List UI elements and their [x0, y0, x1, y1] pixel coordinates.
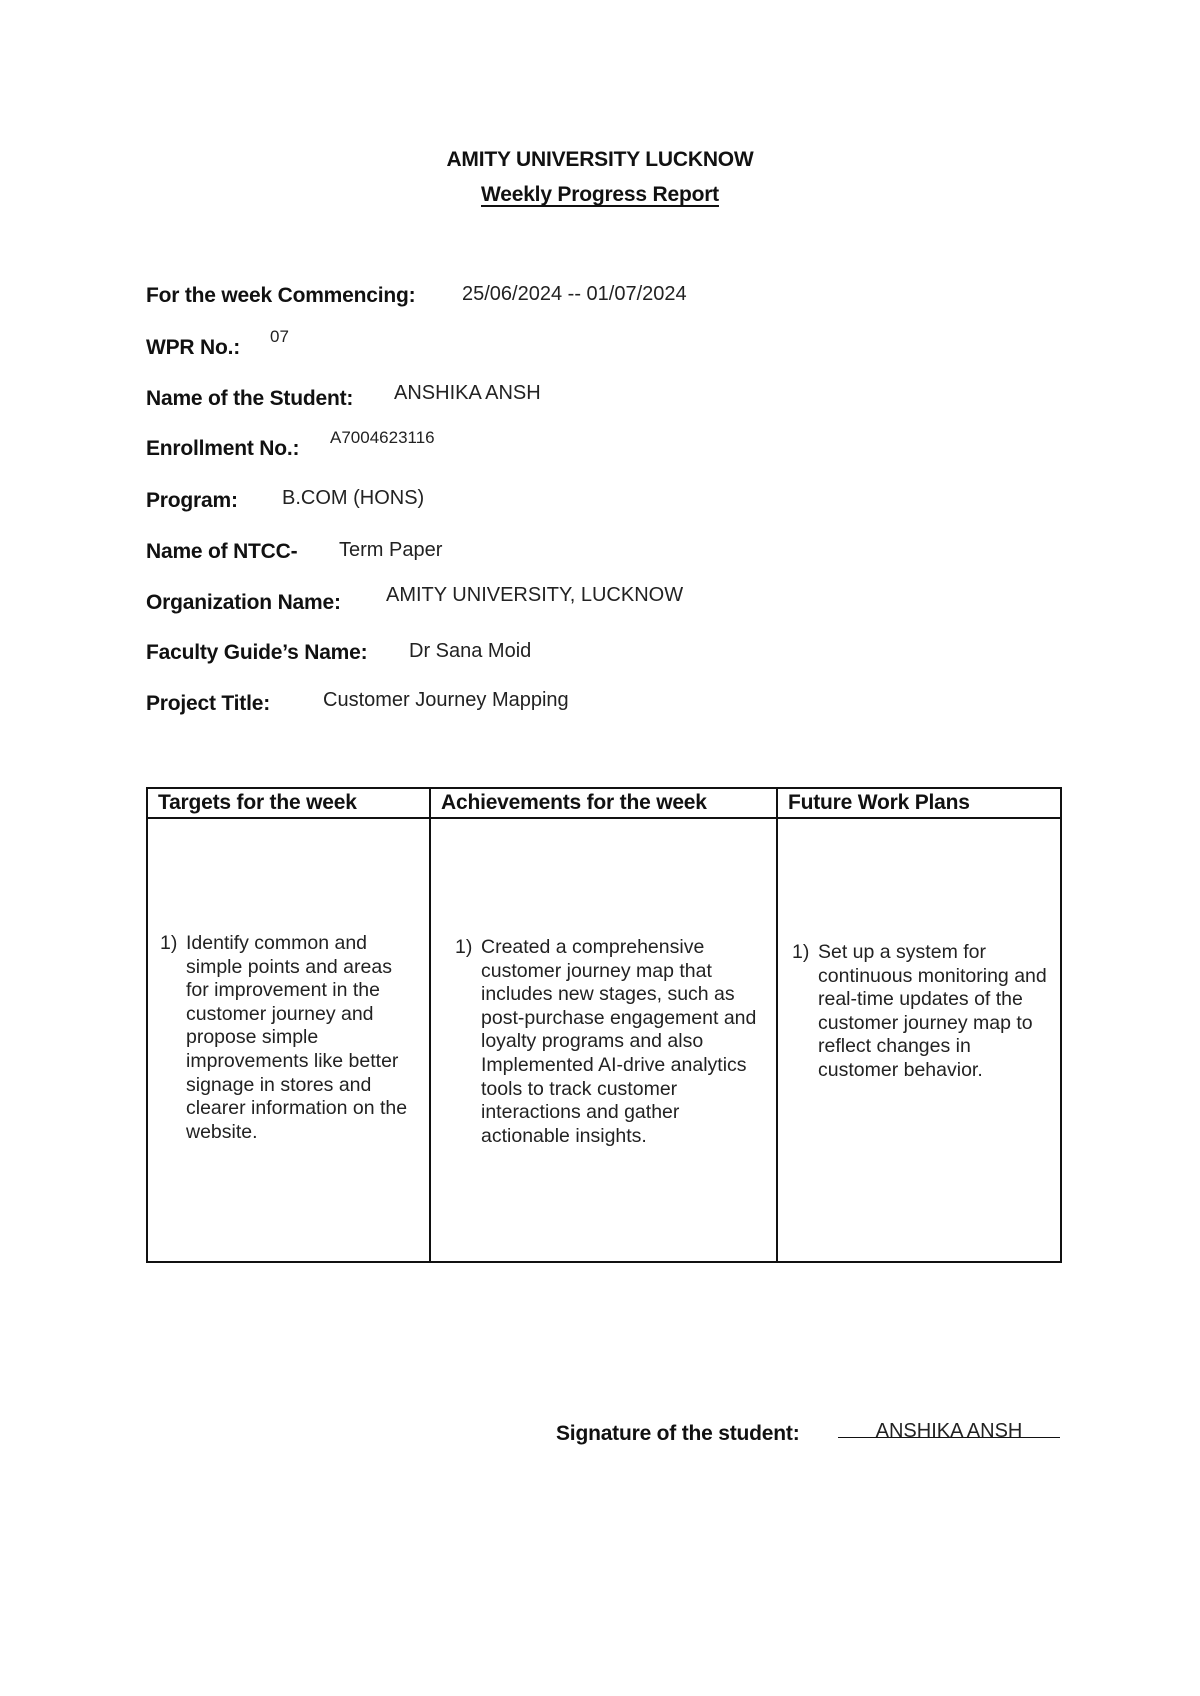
future-plans-item	[792, 941, 1052, 1083]
student-name-value: ANSHIKA ANSH	[394, 382, 541, 404]
targets-item-text: Identify common and simple points and areas for improvement in the customer journey and propose simple improvements like better signage in stores and clearer information on the website.	[186, 932, 408, 1143]
week-label: For the week Commencing:	[146, 284, 416, 307]
future-plans-item-number: 1)	[792, 941, 810, 963]
targets-item	[160, 932, 417, 1144]
ntcc-value: Term Paper	[339, 539, 443, 561]
future-plans-cell	[777, 818, 1061, 1262]
signature-label: Signature of the student:	[556, 1422, 800, 1445]
future-plans-item-text: Set up a system for continuous monitoring and real-time updates of the customer journey map to reflect changes in customer behavior.	[818, 941, 1047, 1081]
student-name-label: Name of the Student:	[146, 387, 354, 410]
week-value: 25/06/2024 -- 01/07/2024	[462, 283, 687, 305]
wpr-no-label: WPR No.:	[146, 336, 241, 359]
targets-item-number: 1)	[160, 932, 178, 954]
table-row	[147, 818, 1061, 1262]
university-name: AMITY UNIVERSITY LUCKNOW	[446, 148, 754, 171]
signature-line	[838, 1437, 1060, 1438]
project-title-value: Customer Journey Mapping	[323, 689, 569, 711]
future-plans-header: Future Work Plans	[777, 788, 1061, 818]
achievements-item-text: Created a comprehensive customer journey map that includes new stages, such as post-purchase engagement and loyalty programs and also Implemented AI-drive analytics tools to track customer interactions and gather actionable insights.	[481, 936, 757, 1147]
faculty-guide-label: Faculty Guide’s Name:	[146, 641, 368, 664]
organization-label: Organization Name:	[146, 591, 341, 614]
progress-table	[146, 787, 1062, 1263]
program-value: B.COM (HONS)	[282, 487, 425, 509]
achievements-item-number: 1)	[455, 936, 473, 958]
achievements-item	[455, 936, 768, 1148]
report-title: Weekly Progress Report	[481, 183, 719, 206]
achievements-cell	[430, 818, 777, 1262]
ntcc-label: Name of NTCC-	[146, 540, 298, 563]
signature-value: ANSHIKA ANSH	[875, 1420, 1023, 1442]
enrollment-label: Enrollment No.:	[146, 437, 300, 460]
targets-header: Targets for the week	[147, 788, 430, 818]
organization-value: AMITY UNIVERSITY, LUCKNOW	[386, 584, 684, 606]
project-title-label: Project Title:	[146, 692, 271, 715]
targets-cell	[147, 818, 430, 1262]
program-label: Program:	[146, 489, 238, 512]
table-header-row	[147, 788, 1061, 818]
achievements-header: Achievements for the week	[430, 788, 777, 818]
wpr-no-value: 07	[270, 327, 289, 346]
enrollment-value: A7004623116	[330, 428, 435, 447]
faculty-guide-value: Dr Sana Moid	[409, 640, 532, 662]
